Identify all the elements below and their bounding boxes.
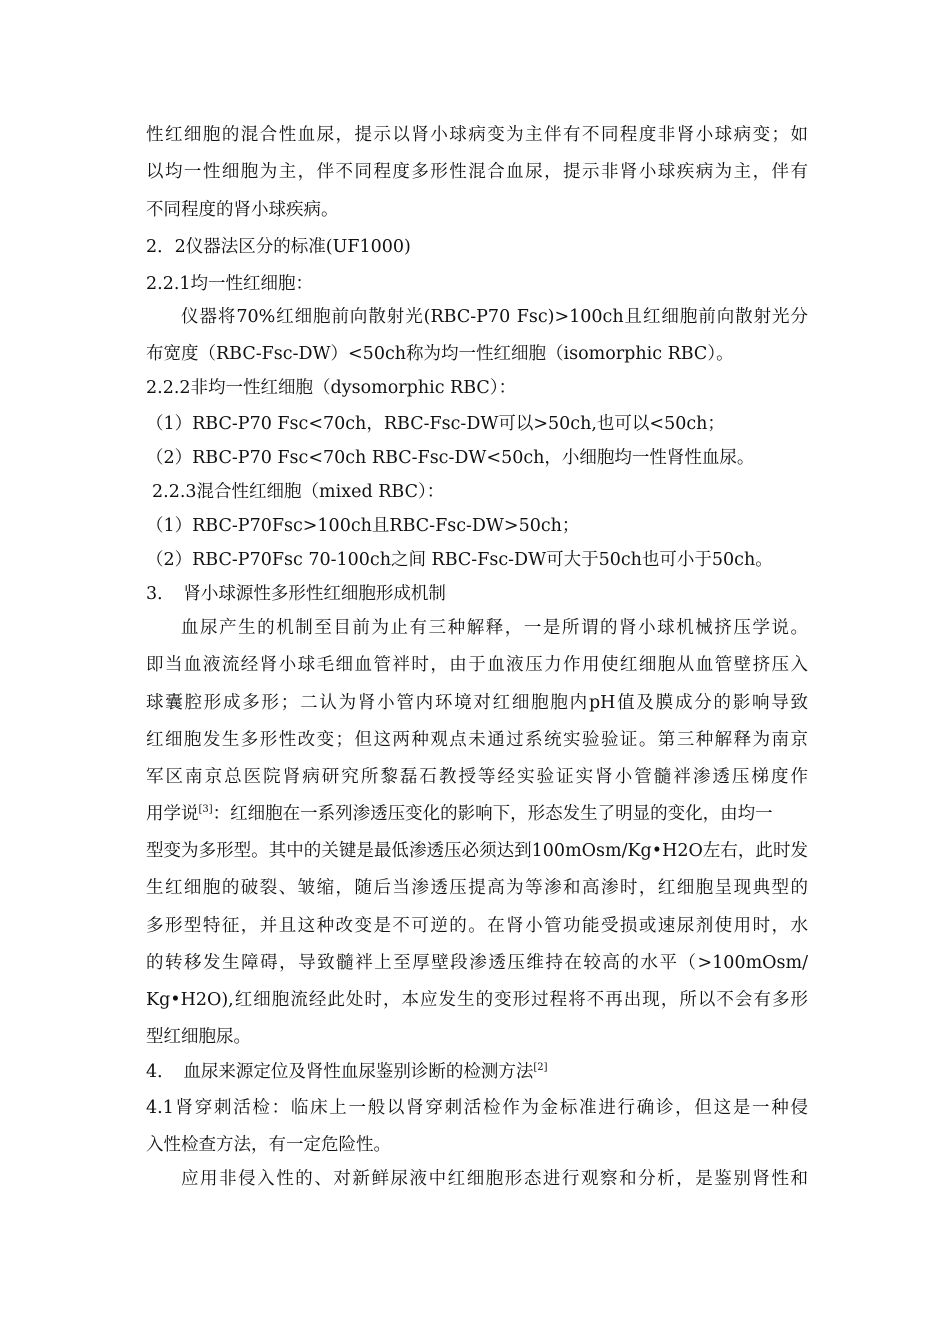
text-run: 用学说: [146, 804, 199, 824]
heading-text: 2.2.3混合性红细胞（mixed RBC）：: [152, 482, 445, 502]
text-line: 的转移发生障碍，导致髓袢上至厚壁段渗透压维持在较高的水平（>100mOsm/: [146, 953, 808, 973]
text-line: （2）RBC-P70 Fsc<70ch RBC-Fsc-DW<50ch，小细胞均一性肾性血尿。: [146, 448, 755, 468]
heading-text: 3． 肾小球源性多形性红细胞形成机制: [146, 584, 446, 604]
citation-ref: [3]: [198, 804, 213, 815]
paragraph-line: [0, 688, 950, 718]
text-line: 不同程度的肾小球疾病。: [146, 200, 339, 220]
paragraph-line: [0, 985, 950, 1015]
text-line: （1）RBC-P70Fsc>100ch且RBC-Fsc-DW>50ch；: [146, 516, 580, 536]
text-line: 血尿产生的机制至目前为止有三种解释，一是所谓的肾小球机械挤压学说。: [181, 618, 808, 638]
section-heading: [0, 579, 950, 609]
paragraph-line: [0, 157, 950, 187]
list-item: [0, 545, 950, 575]
paragraph-line: [0, 911, 950, 941]
text-line: （1）RBC-P70 Fsc<70ch，RBC-Fsc-DW可以>50ch,也可以<50ch；: [146, 414, 725, 434]
paragraph-line: [0, 799, 950, 829]
text-line: 以均一性细胞为主，伴不同程度多形性混合血尿，提示非肾小球疾病为主，伴有: [146, 162, 808, 182]
paragraph-line: [0, 120, 950, 150]
subsection-heading: [0, 477, 950, 507]
text-line: 军区南京总医院肾病研究所黎磊石教授等经实验证实肾小管髓袢渗透压梯度作: [146, 767, 808, 787]
text-line: 型变为多形型。其中的关键是最低渗透压必须达到100mOsm/Kg•H2O左右，此时发: [146, 841, 808, 861]
paragraph-line: [0, 1130, 950, 1160]
paragraph-line: [0, 836, 950, 866]
list-item: [0, 511, 950, 541]
paragraph-line: [0, 1022, 950, 1052]
paragraph-line: [0, 1164, 950, 1194]
paragraph-line: [0, 302, 950, 332]
text-line: Kg•H2O),红细胞流经此处时，本应发生的变形过程将不再出现，所以不会有多形: [146, 990, 808, 1010]
subsection-heading: [0, 269, 950, 299]
heading-text: 2.2.1均一性红细胞：: [146, 274, 314, 294]
section-heading: [0, 232, 950, 262]
text-line: [146, 799, 773, 829]
text-line: 生红细胞的破裂、皱缩，随后当渗透压提高为等渗和高渗时，红细胞呈现典型的: [146, 878, 808, 898]
subsection-heading: [0, 373, 950, 403]
paragraph-line: [0, 948, 950, 978]
text-line: 4.1肾穿刺活检：临床上一般以肾穿刺活检作为金标准进行确诊，但这是一种侵: [146, 1098, 808, 1118]
text-line: 性红细胞的混合性血尿，提示以肾小球病变为主伴有不同程度非肾小球病变；如: [146, 125, 808, 145]
section-heading: [0, 1057, 950, 1087]
heading-text: [146, 1057, 548, 1087]
paragraph-line: [0, 1093, 950, 1123]
paragraph-line: [0, 725, 950, 755]
citation-ref: [2]: [533, 1062, 548, 1073]
text-line: 应用非侵入性的、对新鲜尿液中红细胞形态进行观察和分析，是鉴别肾性和: [181, 1169, 808, 1189]
text-line: 型红细胞尿。: [146, 1027, 251, 1047]
text-line: 即当血液流经肾小球毛细血管袢时，由于血液压力作用使红细胞从血管壁挤压入: [146, 655, 808, 675]
text-line: 多形型特征，并且这种改变是不可逆的。在肾小管功能受损或速尿剂使用时，水: [146, 916, 808, 936]
paragraph-line: [0, 339, 950, 369]
heading-text: 2．2仪器法区分的标准(UF1000): [146, 237, 411, 257]
heading-text: 2.2.2非均一性红细胞（dysomorphic RBC）：: [146, 378, 517, 398]
paragraph-line: [0, 762, 950, 792]
paragraph-line: [0, 613, 950, 643]
text-line: 仪器将70%红细胞前向散射光(RBC-P70 Fsc)>100ch且红细胞前向散射光分: [181, 307, 808, 327]
paragraph-line: [0, 195, 950, 225]
list-item: [0, 443, 950, 473]
text-line: 布宽度（RBC-Fsc-DW）<50ch称为均一性红细胞（isomorphic RBC）。: [146, 344, 734, 364]
text-line: 红细胞发生多形性改变；但这两种观点未通过系统实验验证。第三种解释为南京: [146, 730, 808, 750]
paragraph-line: [0, 650, 950, 680]
text-line: （2）RBC-P70Fsc 70-100ch之间 RBC-Fsc-DW可大于50ch也可小于50ch。: [146, 550, 773, 570]
text-run: ：红细胞在一系列渗透压变化的影响下，形态发生了明显的变化，由均一: [212, 804, 773, 824]
text-run: 4． 血尿来源定位及肾性血尿鉴别诊断的检测方法: [146, 1062, 534, 1082]
text-line: 球囊腔形成多形；二认为肾小管内环境对红细胞胞内pH值及膜成分的影响导致: [146, 693, 808, 713]
text-line: 入性检查方法，有一定危险性。: [146, 1135, 391, 1155]
list-item: [0, 409, 950, 439]
paragraph-line: [0, 873, 950, 903]
